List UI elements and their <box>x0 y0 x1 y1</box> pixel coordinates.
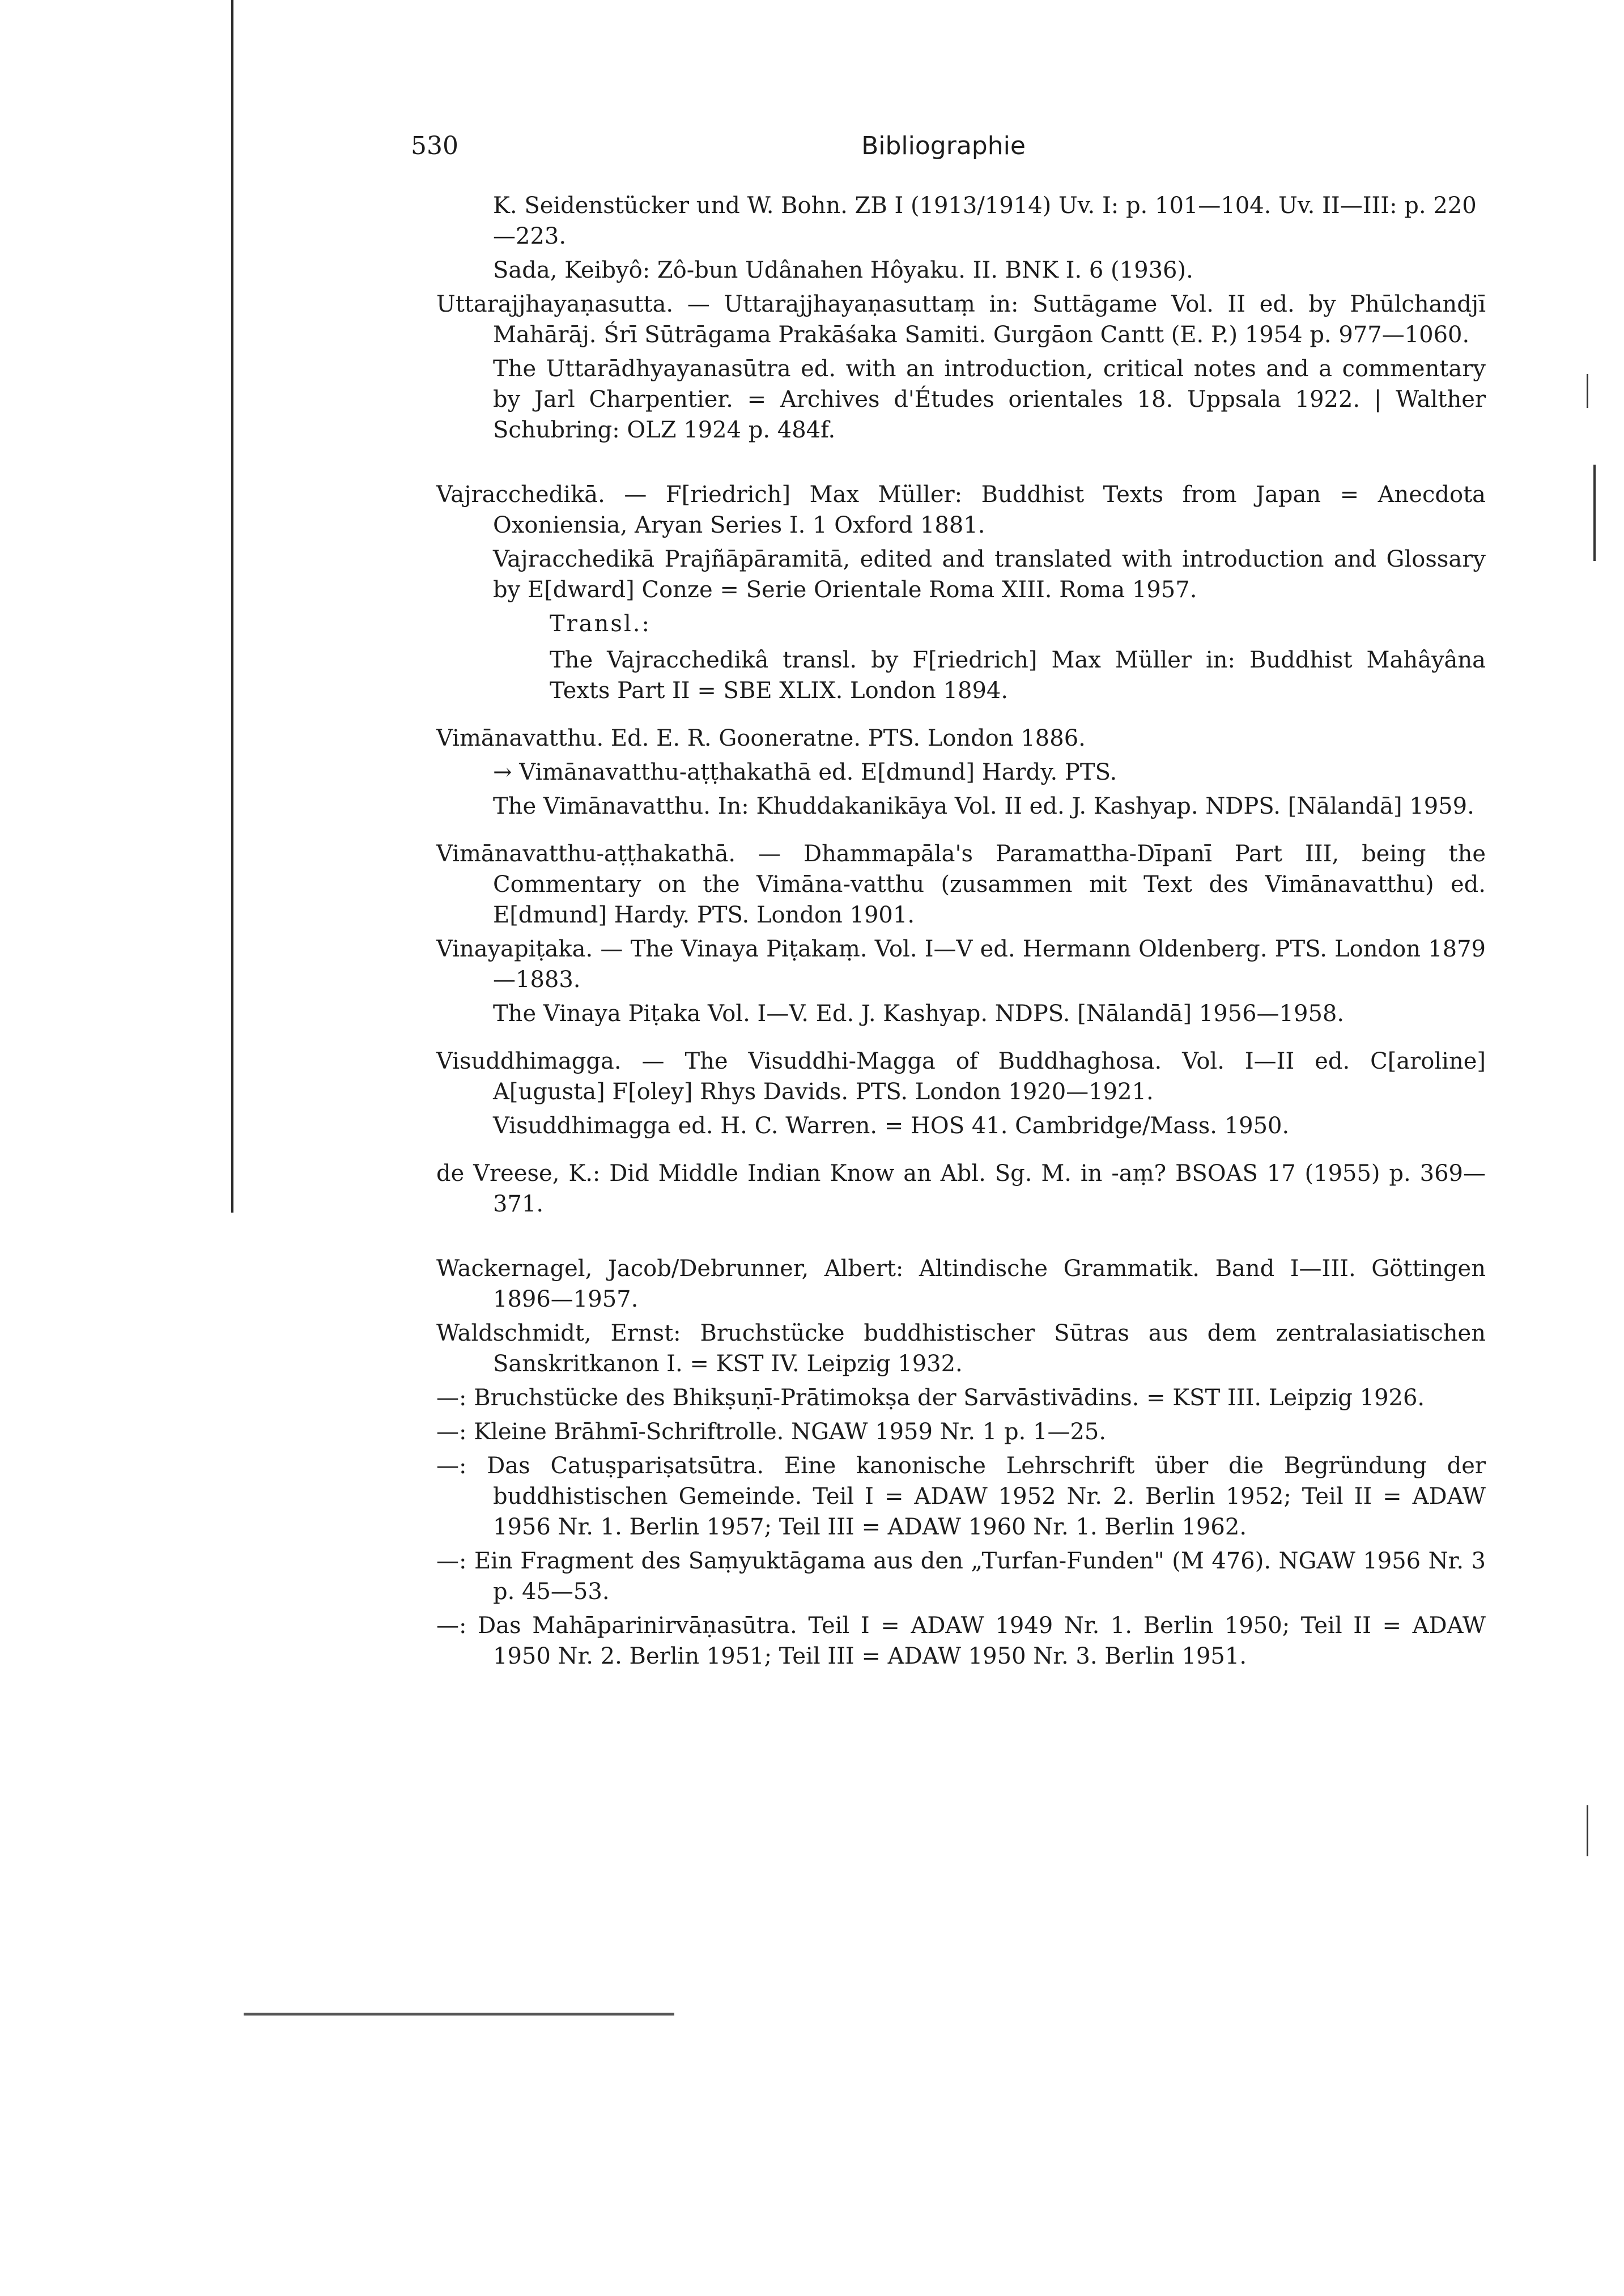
bibliography-entry: Waldschmidt, Ernst: Bruchstücke buddhistischer Sūtras aus dem zentralasiatischen Sanskritkanon I. = KST IV. Leipzig 1932. <box>436 1320 1486 1377</box>
bibliography-line: The Vinaya Piṭaka Vol. I—V. Ed. J. Kashyap. NDPS. [Nālandā] 1956—1958. <box>493 1001 1345 1027</box>
bibliography-line: Visuddhimagga ed. H. C. Warren. = HOS 41. Cambridge/Mass. 1950. <box>493 1113 1290 1139</box>
bibliography-line: Sada, Keibyô: Zô-bun Udânahen Hôyaku. II. BNK I. 6 (1936). <box>493 257 1193 283</box>
scan-margin-mark <box>1587 374 1588 408</box>
bibliography-line: Vajracchedikā Prajñāpāramitā, edited and translated with introduction and Glossary by E[dward] Conze = Serie Orientale Roma XIII. Roma 1957. <box>493 546 1486 603</box>
page-header <box>411 131 1476 165</box>
scan-binding-edge <box>231 0 233 1213</box>
bibliography-body <box>436 190 1486 1675</box>
translation-label: Transl.: <box>550 611 651 637</box>
bibliography-entry: Vimānavatthu. Ed. E. R. Gooneratne. PTS. London 1886. <box>436 725 1086 751</box>
bibliography-line: The Vimānavatthu. In: Khuddakanikāya Vol. II ed. J. Kashyap. NDPS. [Nālandā] 1959. <box>493 793 1474 819</box>
bibliography-entry: Vimānavatthu-aṭṭhakathā. — Dhammapāla's Paramattha-Dīpanī Part III, being the Commentary on the Vimāna-vatthu (zusammen mit Text des Vimānavatthu) ed. E[dmund] Hardy. PTS. London 1901. <box>436 841 1486 928</box>
running-head: Bibliographie <box>861 131 1026 160</box>
bibliography-entry: Uttarajjhayaṇasutta. — Uttarajjhayaṇasuttaṃ in: Suttāgame Vol. II ed. by Phūlchandjī Mahārāj. Śrī Sūtrāgama Prakāśaka Samiti. Gurgāon Cantt (E. P.) 1954 p. 977—1060. <box>436 291 1486 348</box>
scan-bottom-edge <box>244 2013 674 2016</box>
bibliography-entry: Wackernagel, Jacob/Debrunner, Albert: Altindische Grammatik. Band I—III. Göttingen 1896—1957. <box>436 1256 1486 1312</box>
bibliography-entry: de Vreese, K.: Did Middle Indian Know an Abl. Sg. M. in -aṃ? BSOAS 17 (1955) p. 369—371. <box>436 1160 1486 1217</box>
bibliography-entry: —: Ein Fragment des Saṃyuktāgama aus den „Turfan-Funden" (M 476). NGAW 1956 Nr. 3 p. 45—53. <box>436 1548 1486 1605</box>
bibliography-entry: —: Bruchstücke des Bhikṣuṇī-Prātimokṣa der Sarvāstivādins. = KST III. Leipzig 1926. <box>436 1385 1425 1411</box>
bibliography-entry: —: Das Catuṣpariṣatsūtra. Eine kanonische Lehrschrift über die Begründung der buddhistischen Gemeinde. Teil I = ADAW 1952 Nr. 2. Berlin 1952; Teil II = ADAW 1956 Nr. 1. Berlin 1957; Teil III = ADAW 1960 Nr. 1. Berlin 1962. <box>436 1453 1486 1540</box>
page-number: 530 <box>411 131 458 160</box>
cross-reference-line: → Vimānavatthu-aṭṭhakathā ed. E[dmund] Hardy. PTS. <box>493 759 1117 785</box>
scan-margin-mark <box>1593 465 1596 561</box>
bibliography-line: K. Seidenstücker und W. Bohn. ZB I (1913/1914) Uv. I: p. 101—104. Uv. II—III: p. 220—223. <box>493 193 1477 249</box>
bibliography-line: The Uttarādhyayanasūtra ed. with an introduction, critical notes and a commentary by Jarl Charpentier. = Archives d'Études orientales 18. Uppsala 1922. | Walther Schubring: OLZ 1924 p. 484f. <box>493 356 1486 443</box>
bibliography-entry: —: Kleine Brāhmī-Schriftrolle. NGAW 1959 Nr. 1 p. 1—25. <box>436 1419 1107 1445</box>
bibliography-line: The Vajracchedikâ transl. by F[riedrich] Max Müller in: Buddhist Mahâyâna Texts Part II = SBE XLIX. London 1894. <box>550 647 1486 704</box>
bibliography-entry: Vajracchedikā. — F[riedrich] Max Müller: Buddhist Texts from Japan = Anecdota Oxoniensia, Aryan Series I. 1 Oxford 1881. <box>436 482 1486 538</box>
scan-margin-mark <box>1587 1805 1588 1856</box>
bibliography-entry: —: Das Mahāparinirvāṇasūtra. Teil I = ADAW 1949 Nr. 1. Berlin 1950; Teil II = ADAW 1950 Nr. 2. Berlin 1951; Teil III = ADAW 1950 Nr. 3. Berlin 1951. <box>436 1613 1486 1669</box>
bibliography-entry: Vinayapiṭaka. — The Vinaya Piṭakaṃ. Vol. I—V ed. Hermann Oldenberg. PTS. London 1879—1883. <box>436 936 1486 993</box>
bibliography-entry: Visuddhimagga. — The Visuddhi-Magga of Buddhaghosa. Vol. I—II ed. C[aroline] A[ugusta] F[oley] Rhys Davids. PTS. London 1920—1921. <box>436 1048 1486 1105</box>
